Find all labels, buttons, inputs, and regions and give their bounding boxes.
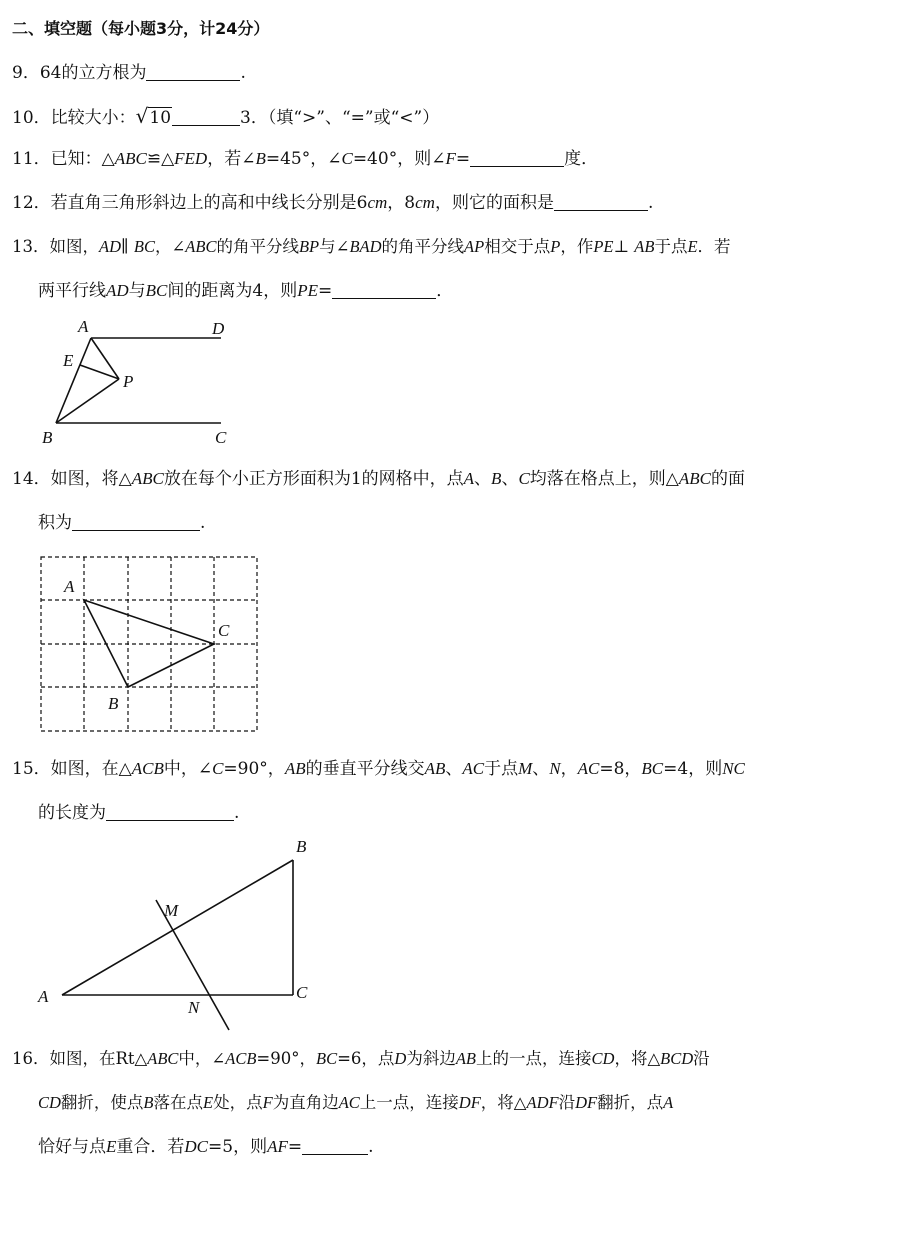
q13-bad: BAD (349, 237, 382, 256)
question-16 (12, 1048, 710, 1070)
q13-ap: AP (464, 237, 485, 256)
q11-f: F (445, 149, 456, 168)
q16-t15: 沿 (558, 1093, 576, 1112)
q15-ab2: AB (424, 759, 446, 778)
q13-t12: 间的距离为4，则 (167, 281, 298, 301)
q13-bc2: BC (145, 281, 168, 300)
q16-dc: DC (184, 1137, 209, 1156)
q16-cd: CD (591, 1049, 615, 1068)
q16-t16: 翻折，点 (597, 1093, 664, 1112)
q16-t12: 为直角边 (272, 1093, 339, 1112)
q14-a: A (463, 469, 475, 488)
label-a: A (78, 317, 89, 336)
q13-t5: 的角平分线 (381, 237, 465, 256)
q13-t3: 的角平分线 (216, 237, 299, 256)
q16-adf: ADF (526, 1093, 559, 1112)
q15-m: M (518, 759, 533, 778)
q12-end: . (647, 193, 654, 213)
q16-df2: DF (575, 1093, 598, 1112)
q14-end: . (200, 513, 206, 533)
q12-text2: ，8 (387, 193, 416, 213)
q13-eq: = (318, 281, 333, 301)
q13-end: ． (436, 281, 454, 301)
q16-t11: 处，点 (213, 1093, 263, 1112)
q15-nc: NC (722, 759, 745, 778)
q15-ac2: AC (577, 759, 600, 778)
q11-eq: = (455, 149, 471, 169)
q14-abc: ABC (131, 469, 164, 488)
label-c: C (296, 983, 308, 1002)
line-pe (80, 365, 119, 379)
q16-t19: =5，则 (208, 1137, 268, 1157)
q15-t9: 的长度为 (38, 803, 106, 823)
q15-answer-blank[interactable] (106, 802, 234, 821)
q15-end: . (234, 803, 240, 823)
q13-t4: 与∠ (319, 237, 350, 256)
q15-t3: =90°， (223, 759, 285, 779)
q16-df: DF (458, 1093, 481, 1112)
q11-c: C (341, 149, 353, 168)
q16-af: AF (267, 1137, 288, 1156)
section-title: 二、填空题（每小题3分，计24分） (12, 19, 270, 38)
q16-t14: ，将△ (480, 1093, 527, 1112)
label-p: P (123, 372, 134, 391)
q15-n: N (549, 759, 561, 778)
q16-t2: 中，∠ (178, 1049, 226, 1068)
question-16-line3 (38, 1136, 374, 1158)
label-b: B (108, 694, 119, 713)
q13-pe: PE (593, 237, 614, 256)
q9-answer-blank[interactable] (146, 62, 240, 81)
q14-t4: 的面 (710, 469, 745, 489)
question-9 (12, 62, 246, 84)
q13-t7: ，作 (560, 237, 594, 256)
q15-sep1: 、 (445, 759, 463, 779)
q14-figure (36, 552, 266, 737)
q16-t1: 如图，在Rt△ (49, 1049, 148, 1068)
q16-t4: =6，点 (337, 1049, 395, 1068)
q16-b: B (143, 1093, 154, 1112)
q13-t2: ，∠ (154, 237, 186, 256)
q16-t5: 为斜边 (406, 1049, 456, 1068)
q11-text4: =40°，则∠ (352, 149, 446, 169)
q16-f: F (262, 1093, 273, 1112)
label-m: M (164, 901, 179, 920)
q15-bc: BC (641, 759, 664, 778)
q11-text3: =45°，∠ (265, 149, 342, 169)
q16-bc: BC (316, 1049, 338, 1068)
q13-bp: BP (298, 237, 320, 256)
q16-bcd: BCD (660, 1049, 694, 1068)
q16-ab: AB (455, 1049, 477, 1068)
q11-answer-blank[interactable] (470, 148, 564, 167)
q12-text3: ，则它的面积是 (434, 193, 554, 213)
q13-perp: ⊥ (613, 237, 630, 256)
q13-t9: ．若 (697, 237, 731, 256)
q14-sep2: 、 (501, 469, 519, 489)
question-10 (12, 105, 439, 129)
q13-ad2: AD (106, 281, 129, 300)
q11-abc: ABC (114, 149, 147, 168)
q16-t10: 落在点 (153, 1093, 204, 1112)
q13-t8: 于点 (654, 237, 688, 256)
q14-t1: 如图，将△ (50, 469, 132, 489)
q16-t18: 重合．若 (116, 1137, 185, 1157)
q13-answer-blank[interactable] (332, 280, 436, 299)
q13-bc: BC (133, 237, 155, 256)
q13-ab: AB (634, 237, 655, 256)
q15-t4: 的垂直平分线交 (305, 759, 425, 779)
q14-t2: 放在每个小正方形面积为1的网格中，点 (163, 469, 464, 489)
q11-text2: ，若∠ (207, 149, 256, 169)
question-11 (12, 148, 598, 170)
q15-sep2: 、 (532, 759, 550, 779)
q11-congruent: ≌△ (146, 149, 175, 169)
q13-abc: ABC (185, 237, 217, 256)
q13-t10: 两平行线 (38, 281, 106, 301)
q13-t11: 与 (128, 281, 146, 301)
q16-t9: 翻折，使点 (60, 1093, 144, 1112)
q16-a: A (663, 1093, 674, 1112)
q16-t6: 上的一点，连接 (476, 1049, 592, 1068)
q13-t6: 相交于点 (484, 237, 551, 256)
q9-number: 9． (12, 63, 40, 83)
q12-text: 若直角三角形斜边上的高和中线长分别是6 (50, 193, 368, 213)
q12-unit1: cm (367, 193, 388, 212)
q16-ac: AC (338, 1093, 360, 1112)
q14-answer-blank[interactable] (72, 512, 200, 531)
q10-pre: 比较大小： (50, 108, 136, 128)
q16-acb: ACB (225, 1049, 257, 1068)
q16-d: D (394, 1049, 407, 1068)
q9-end: . (240, 63, 246, 83)
question-14 (12, 468, 745, 490)
q16-answer-blank[interactable] (302, 1136, 368, 1155)
q14-abc2: ABC (678, 469, 711, 488)
label-d: D (212, 319, 225, 338)
label-e: E (63, 351, 74, 370)
question-15 (12, 758, 745, 780)
q13-p: P (550, 237, 561, 256)
q13-number: 13． (12, 237, 50, 256)
q15-t2: 中，∠ (163, 759, 213, 779)
q12-unit2: cm (415, 193, 435, 212)
q15-ac: AC (462, 759, 485, 778)
q15-acb: ACB (131, 759, 164, 778)
question-14-line2 (38, 512, 205, 534)
q16-cd2: CD (38, 1093, 61, 1112)
q11-fed: FED (174, 149, 208, 168)
q12-number: 12． (12, 193, 51, 213)
question-12 (12, 192, 653, 214)
q13-e: E (687, 237, 698, 256)
q11-end: 度． (564, 149, 599, 169)
q13-ad: AD (99, 237, 121, 256)
q16-e: E (203, 1093, 214, 1112)
q13-pe2: PE (297, 281, 319, 300)
q16-t8: 沿 (693, 1049, 710, 1068)
label-c: C (218, 621, 230, 640)
label-n: N (188, 998, 200, 1017)
question-13 (12, 236, 731, 258)
q15-c: C (212, 759, 224, 778)
q10-number: 10． (12, 108, 51, 128)
q10-radicand: 10 (149, 108, 172, 128)
q10-answer-blank[interactable] (172, 107, 240, 126)
q14-b: B (491, 469, 502, 488)
line-ap (91, 338, 119, 379)
q11-number: 11． (12, 149, 51, 169)
q16-eq: = (287, 1137, 303, 1157)
q13-figure (30, 315, 250, 450)
q14-number: 14． (12, 469, 51, 489)
line-ab (62, 860, 293, 995)
q14-c: C (518, 469, 530, 488)
q15-figure (30, 830, 330, 1035)
q15-number: 15． (12, 759, 51, 779)
q15-t7: =8， (599, 759, 642, 779)
q16-e2: E (106, 1137, 117, 1156)
q12-answer-blank[interactable] (554, 192, 648, 211)
q16-t17: 恰好与点 (38, 1137, 106, 1157)
q16-t7: ，将△ (614, 1049, 661, 1068)
label-b: B (296, 837, 307, 856)
q11-text: 已知：△ (50, 149, 115, 169)
question-15-line2 (38, 802, 239, 824)
q11-b: B (255, 149, 266, 168)
q10-post: 3．（填“>”、“=”或“<”） (240, 108, 440, 128)
q16-t13: 上一点，连接 (359, 1093, 459, 1112)
q16-number: 16． (12, 1049, 50, 1068)
q14-t5: 积为 (38, 513, 72, 533)
label-a: A (38, 987, 49, 1006)
question-13-line2 (38, 280, 453, 302)
q13-t1: 如图， (49, 237, 99, 256)
q16-t3: =90°， (256, 1049, 316, 1068)
q14-t3: 均落在格点上，则△ (529, 469, 679, 489)
q9-text: 64的立方根为 (39, 63, 147, 83)
q16-end: . (368, 1137, 374, 1157)
label-a: A (64, 577, 75, 596)
q13-parallel: ∥ (121, 237, 129, 256)
q16-abc: ABC (147, 1049, 179, 1068)
sqrt-10: √10 (135, 104, 172, 128)
label-c: C (215, 428, 227, 447)
question-16-line2 (38, 1092, 673, 1114)
q15-t5: 于点 (484, 759, 519, 779)
q15-t6: ， (560, 759, 578, 779)
q15-t1: 如图，在△ (50, 759, 132, 779)
q14-sep1: 、 (474, 469, 492, 489)
q15-t8: =4，则 (663, 759, 723, 779)
q15-ab: AB (284, 759, 306, 778)
label-b: B (42, 428, 53, 447)
